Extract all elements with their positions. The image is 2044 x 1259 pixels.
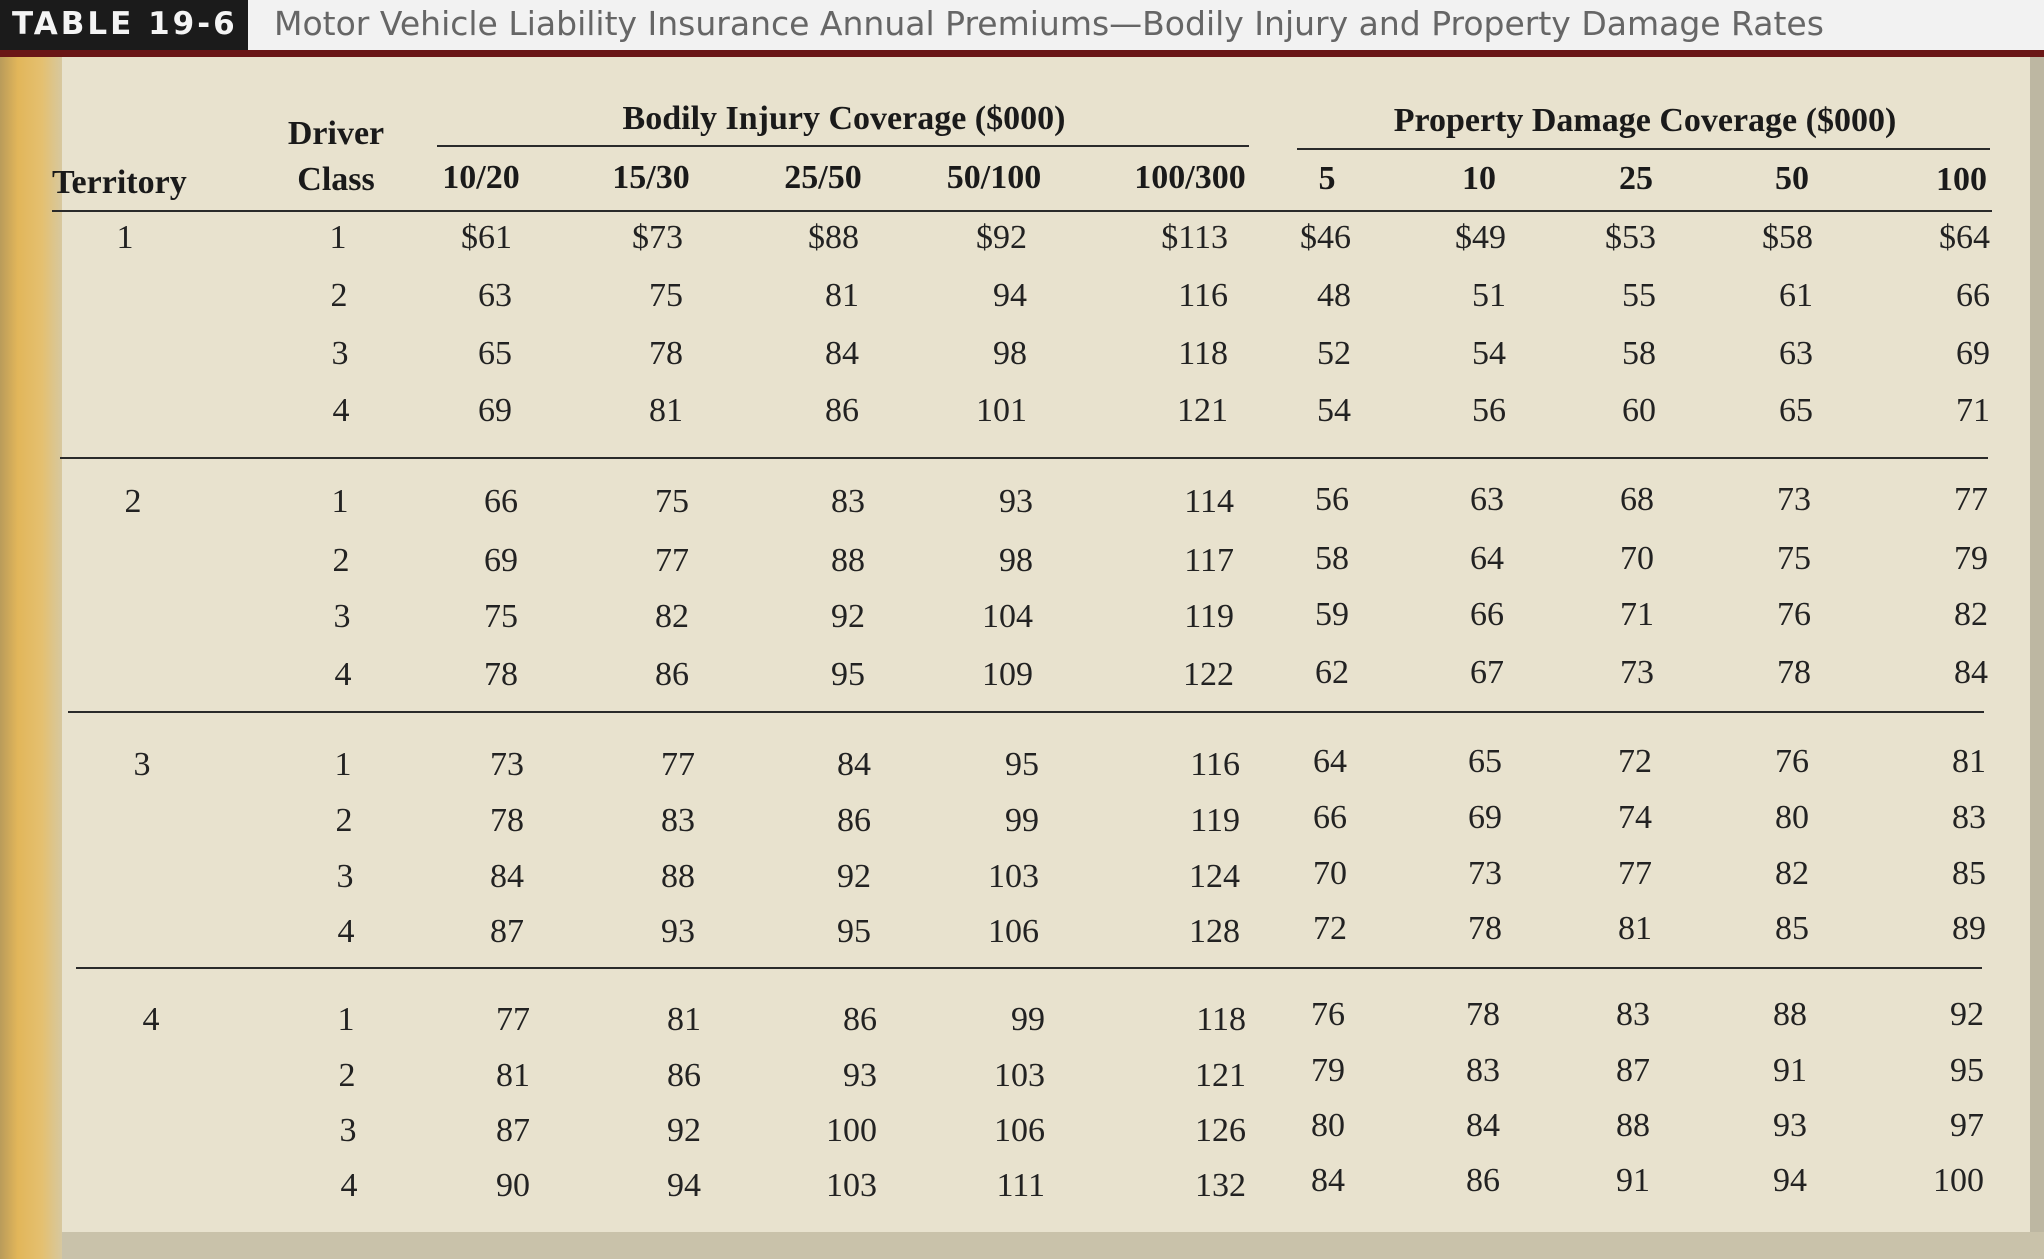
premium-cell-bi-100-300: 128 — [1189, 913, 1240, 950]
premium-cell-pd-5: 48 — [1317, 277, 1351, 314]
driver-class-cell: 3 — [333, 598, 351, 635]
col-header-bi-10-20: 10/20 — [442, 159, 520, 196]
premium-cell-bi-10-20: 84 — [490, 858, 524, 895]
premium-cell-pd-25: 60 — [1622, 392, 1656, 429]
premium-cell-pd-5: 56 — [1315, 481, 1349, 518]
territory-label: 4 — [142, 1001, 160, 1038]
premium-cell-bi-15-30: 86 — [667, 1057, 701, 1094]
premium-cell-pd-100: 79 — [1954, 540, 1988, 577]
premium-cell-bi-15-30: 93 — [661, 913, 695, 950]
driver-class-cell: 3 — [339, 1112, 357, 1149]
premium-cell-bi-15-30: 92 — [667, 1112, 701, 1149]
col-header-pd-50: 50 — [1775, 160, 1809, 197]
premium-cell-bi-25-50: 95 — [837, 913, 871, 950]
premium-cell-bi-25-50: 95 — [831, 656, 865, 693]
premium-cell-pd-50: 93 — [1773, 1107, 1807, 1144]
premium-cell-bi-50-100: 99 — [1011, 1001, 1045, 1038]
premium-cell-pd-5: 84 — [1311, 1162, 1345, 1199]
driver-class-cell: 4 — [334, 656, 352, 693]
premium-cell-pd-10: 51 — [1472, 277, 1506, 314]
premium-cell-pd-10: $49 — [1455, 219, 1506, 256]
premium-cell-pd-50: 80 — [1775, 799, 1809, 836]
premium-cell-pd-5: 64 — [1313, 743, 1347, 780]
table-number-tag: TABLE 19-6 — [0, 0, 248, 50]
premium-cell-bi-10-20: 87 — [496, 1112, 530, 1149]
col-header-bi-100-300: 100/300 — [1134, 159, 1246, 196]
premium-cell-pd-25: 88 — [1616, 1107, 1650, 1144]
premium-cell-bi-10-20: 78 — [490, 802, 524, 839]
premium-cell-pd-10: 73 — [1468, 855, 1502, 892]
driver-class-cell: 4 — [337, 913, 355, 950]
premium-cell-bi-100-300: 117 — [1184, 542, 1234, 579]
premium-cell-pd-25: 83 — [1616, 996, 1650, 1033]
premium-cell-pd-50: 88 — [1773, 996, 1807, 1033]
premium-cell-pd-25: 81 — [1618, 910, 1652, 947]
premium-cell-pd-10: 86 — [1466, 1162, 1500, 1199]
premium-cell-bi-25-50: 84 — [825, 335, 859, 372]
premium-cell-bi-100-300: 119 — [1184, 598, 1234, 635]
premium-cell-bi-15-30: 81 — [649, 392, 683, 429]
premium-cell-pd-100: 97 — [1950, 1107, 1984, 1144]
premium-cell-bi-100-300: $113 — [1161, 219, 1228, 256]
page-edge — [2030, 57, 2044, 1259]
premium-cell-pd-50: 91 — [1773, 1052, 1807, 1089]
premium-cell-pd-100: $64 — [1939, 219, 1990, 256]
bodily-injury-group-header: Bodily Injury Coverage ($000) — [622, 100, 1066, 137]
premium-cell-pd-10: 78 — [1466, 996, 1500, 1033]
premium-cell-pd-100: 69 — [1956, 335, 1990, 372]
driver-class-header-line1: Driver — [287, 115, 385, 152]
premium-cell-bi-15-30: 75 — [655, 483, 689, 520]
premium-cell-bi-15-30: 82 — [655, 598, 689, 635]
premium-cell-pd-10: 78 — [1468, 910, 1502, 947]
premium-cell-bi-50-100: 98 — [993, 335, 1027, 372]
col-header-pd-100: 100 — [1936, 161, 1987, 198]
premium-cell-pd-10: 83 — [1466, 1052, 1500, 1089]
premium-cell-pd-100: 89 — [1952, 910, 1986, 947]
premium-cell-bi-10-20: $61 — [461, 219, 512, 256]
premium-cell-pd-5: 70 — [1313, 855, 1347, 892]
driver-class-cell: 1 — [331, 483, 349, 520]
premium-cell-pd-50: 61 — [1779, 277, 1813, 314]
premium-cell-bi-15-30: 75 — [649, 277, 683, 314]
premium-cell-pd-100: 100 — [1933, 1162, 1984, 1199]
premium-cell-bi-25-50: 92 — [831, 598, 865, 635]
driver-class-cell: 4 — [340, 1167, 358, 1204]
driver-class-cell: 3 — [331, 335, 349, 372]
premium-cell-bi-25-50: 86 — [837, 802, 871, 839]
col-header-bi-50-100: 50/100 — [946, 159, 1042, 196]
col-header-pd-5: 5 — [1318, 160, 1336, 197]
premium-cell-pd-25: 55 — [1622, 277, 1656, 314]
premium-cell-bi-100-300: 116 — [1178, 277, 1228, 314]
premium-cell-pd-10: 64 — [1470, 540, 1504, 577]
premium-cell-pd-5: $46 — [1300, 219, 1351, 256]
premium-cell-bi-50-100: $92 — [976, 219, 1027, 256]
premium-cell-bi-25-50: 86 — [825, 392, 859, 429]
premium-cell-pd-50: 78 — [1777, 654, 1811, 691]
header-bottom-rule — [52, 210, 1992, 212]
table-panel — [62, 57, 2030, 1232]
premium-cell-bi-10-20: 78 — [484, 656, 518, 693]
premium-cell-pd-5: 58 — [1315, 540, 1349, 577]
premium-cell-bi-15-30: 81 — [667, 1001, 701, 1038]
property-damage-group-rule — [1297, 148, 1990, 150]
premium-cell-pd-5: 59 — [1315, 596, 1349, 633]
premium-cell-bi-25-50: 93 — [843, 1057, 877, 1094]
premium-cell-bi-15-30: 83 — [661, 802, 695, 839]
premium-cell-pd-25: 74 — [1618, 799, 1652, 836]
premium-cell-pd-100: 82 — [1954, 596, 1988, 633]
premium-cell-bi-10-20: 65 — [478, 335, 512, 372]
gold-margin-bar — [0, 57, 62, 1259]
premium-cell-bi-50-100: 98 — [999, 542, 1033, 579]
premium-cell-pd-25: 77 — [1618, 855, 1652, 892]
territory-label: 1 — [116, 219, 134, 256]
premium-cell-bi-15-30: 94 — [667, 1167, 701, 1204]
premium-cell-bi-50-100: 101 — [976, 392, 1027, 429]
premium-cell-pd-10: 66 — [1470, 596, 1504, 633]
premium-cell-bi-25-50: 83 — [831, 483, 865, 520]
territory-header: Territory — [52, 164, 187, 201]
premium-cell-bi-25-50: 92 — [837, 858, 871, 895]
premium-cell-bi-10-20: 81 — [496, 1057, 530, 1094]
driver-class-cell: 4 — [332, 392, 350, 429]
premium-cell-bi-50-100: 103 — [988, 858, 1039, 895]
premium-cell-bi-15-30: 77 — [661, 746, 695, 783]
premium-cell-pd-50: 76 — [1775, 743, 1809, 780]
premium-cell-bi-25-50: $88 — [808, 219, 859, 256]
premium-cell-pd-5: 80 — [1311, 1107, 1345, 1144]
premium-cell-bi-50-100: 103 — [994, 1057, 1045, 1094]
premium-cell-bi-15-30: 88 — [661, 858, 695, 895]
premium-cell-pd-100: 66 — [1956, 277, 1990, 314]
driver-class-header-line2: Class — [297, 161, 375, 198]
table-caption: Motor Vehicle Liability Insurance Annual Premiums—Bodily Injury and Property Damage Rates — [274, 4, 1824, 43]
premium-cell-pd-50: 73 — [1777, 481, 1811, 518]
premium-cell-pd-50: 75 — [1777, 540, 1811, 577]
premium-cell-pd-5: 52 — [1317, 335, 1351, 372]
premium-cell-pd-100: 71 — [1956, 392, 1990, 429]
premium-cell-pd-10: 84 — [1466, 1107, 1500, 1144]
premium-cell-bi-100-300: 132 — [1195, 1167, 1246, 1204]
premium-cell-bi-100-300: 121 — [1177, 392, 1228, 429]
premium-cell-pd-50: $58 — [1762, 219, 1813, 256]
property-damage-group-header: Property Damage Coverage ($000) — [1393, 102, 1897, 139]
territory-label: 2 — [124, 483, 142, 520]
premium-cell-pd-25: 72 — [1618, 743, 1652, 780]
premium-cell-pd-100: 95 — [1950, 1052, 1984, 1089]
premium-cell-pd-25: 68 — [1620, 481, 1654, 518]
premium-cell-pd-5: 76 — [1311, 996, 1345, 1033]
premium-cell-pd-50: 65 — [1779, 392, 1813, 429]
premium-cell-pd-25: 58 — [1622, 335, 1656, 372]
premium-cell-pd-5: 62 — [1315, 654, 1349, 691]
premium-cell-bi-100-300: 126 — [1195, 1112, 1246, 1149]
premium-cell-bi-50-100: 106 — [994, 1112, 1045, 1149]
premium-cell-pd-100: 83 — [1952, 799, 1986, 836]
premium-cell-bi-25-50: 100 — [826, 1112, 877, 1149]
premium-cell-pd-25: 91 — [1616, 1162, 1650, 1199]
premium-cell-bi-15-30: 78 — [649, 335, 683, 372]
premium-cell-bi-15-30: 77 — [655, 542, 689, 579]
premium-cell-pd-10: 56 — [1472, 392, 1506, 429]
premium-cell-bi-50-100: 94 — [993, 277, 1027, 314]
premium-cell-bi-10-20: 77 — [496, 1001, 530, 1038]
premium-cell-bi-25-50: 88 — [831, 542, 865, 579]
premium-cell-bi-10-20: 90 — [496, 1167, 530, 1204]
premium-cell-pd-50: 94 — [1773, 1162, 1807, 1199]
premium-cell-bi-15-30: $73 — [632, 219, 683, 256]
premium-cell-bi-50-100: 93 — [999, 483, 1033, 520]
premium-cell-pd-50: 82 — [1775, 855, 1809, 892]
premium-cell-pd-100: 92 — [1950, 996, 1984, 1033]
premium-cell-pd-25: 71 — [1620, 596, 1654, 633]
premium-cell-pd-50: 63 — [1779, 335, 1813, 372]
driver-class-cell: 2 — [330, 277, 348, 314]
premium-cell-bi-15-30: 86 — [655, 656, 689, 693]
premium-cell-pd-10: 54 — [1472, 335, 1506, 372]
premium-cell-bi-100-300: 118 — [1196, 1001, 1246, 1038]
premium-cell-bi-50-100: 111 — [996, 1167, 1045, 1204]
premium-cell-pd-5: 72 — [1313, 910, 1347, 947]
col-header-bi-15-30: 15/30 — [612, 159, 690, 196]
premium-cell-pd-100: 85 — [1952, 855, 1986, 892]
premium-cell-pd-5: 54 — [1317, 392, 1351, 429]
premium-cell-bi-50-100: 99 — [1005, 802, 1039, 839]
premium-cell-bi-10-20: 75 — [484, 598, 518, 635]
premium-cell-bi-50-100: 95 — [1005, 746, 1039, 783]
premium-cell-pd-10: 69 — [1468, 799, 1502, 836]
premium-cell-pd-100: 84 — [1954, 654, 1988, 691]
driver-class-cell: 2 — [338, 1057, 356, 1094]
premium-cell-pd-10: 65 — [1468, 743, 1502, 780]
premium-cell-pd-100: 77 — [1954, 481, 1988, 518]
premium-cell-pd-25: 73 — [1620, 654, 1654, 691]
premium-cell-bi-50-100: 109 — [982, 656, 1033, 693]
premium-cell-bi-25-50: 103 — [826, 1167, 877, 1204]
territory-separator — [68, 711, 1984, 713]
premium-cell-bi-100-300: 121 — [1195, 1057, 1246, 1094]
premium-cell-pd-25: 70 — [1620, 540, 1654, 577]
driver-class-cell: 1 — [337, 1001, 355, 1038]
col-header-pd-10: 10 — [1462, 160, 1496, 197]
page-bottom-edge — [62, 1232, 2044, 1259]
premium-cell-bi-25-50: 81 — [825, 277, 859, 314]
premium-cell-bi-100-300: 116 — [1190, 746, 1240, 783]
premium-cell-pd-25: 87 — [1616, 1052, 1650, 1089]
premium-cell-bi-10-20: 63 — [478, 277, 512, 314]
premium-cell-bi-100-300: 122 — [1183, 656, 1234, 693]
premium-cell-bi-100-300: 118 — [1178, 335, 1228, 372]
col-header-bi-25-50: 25/50 — [784, 159, 862, 196]
driver-class-cell: 1 — [329, 219, 347, 256]
premium-cell-bi-10-20: 87 — [490, 913, 524, 950]
premium-cell-bi-10-20: 73 — [490, 746, 524, 783]
premium-cell-pd-100: 81 — [1952, 743, 1986, 780]
driver-class-cell: 2 — [335, 802, 353, 839]
territory-separator — [76, 967, 1982, 969]
premium-cell-pd-10: 63 — [1470, 481, 1504, 518]
header-rule — [0, 50, 2044, 57]
premium-cell-pd-5: 79 — [1311, 1052, 1345, 1089]
driver-class-cell: 2 — [332, 542, 350, 579]
premium-cell-pd-50: 76 — [1777, 596, 1811, 633]
premium-cell-bi-100-300: 119 — [1190, 802, 1240, 839]
premium-cell-pd-25: $53 — [1605, 219, 1656, 256]
territory-label: 3 — [133, 746, 151, 783]
premium-cell-bi-10-20: 66 — [484, 483, 518, 520]
premium-cell-bi-50-100: 106 — [988, 913, 1039, 950]
premium-cell-bi-50-100: 104 — [982, 598, 1033, 635]
driver-class-cell: 1 — [334, 746, 352, 783]
premium-cell-bi-25-50: 86 — [843, 1001, 877, 1038]
premium-cell-bi-10-20: 69 — [484, 542, 518, 579]
premium-cell-bi-25-50: 84 — [837, 746, 871, 783]
premium-cell-pd-5: 66 — [1313, 799, 1347, 836]
col-header-pd-25: 25 — [1619, 160, 1653, 197]
premium-cell-pd-10: 67 — [1470, 654, 1504, 691]
premium-cell-bi-100-300: 114 — [1184, 483, 1234, 520]
driver-class-cell: 3 — [336, 858, 354, 895]
premium-cell-bi-100-300: 124 — [1189, 858, 1240, 895]
premium-cell-bi-10-20: 69 — [478, 392, 512, 429]
premium-cell-pd-50: 85 — [1775, 910, 1809, 947]
territory-separator — [60, 457, 1988, 459]
bodily-injury-group-rule — [437, 145, 1249, 147]
